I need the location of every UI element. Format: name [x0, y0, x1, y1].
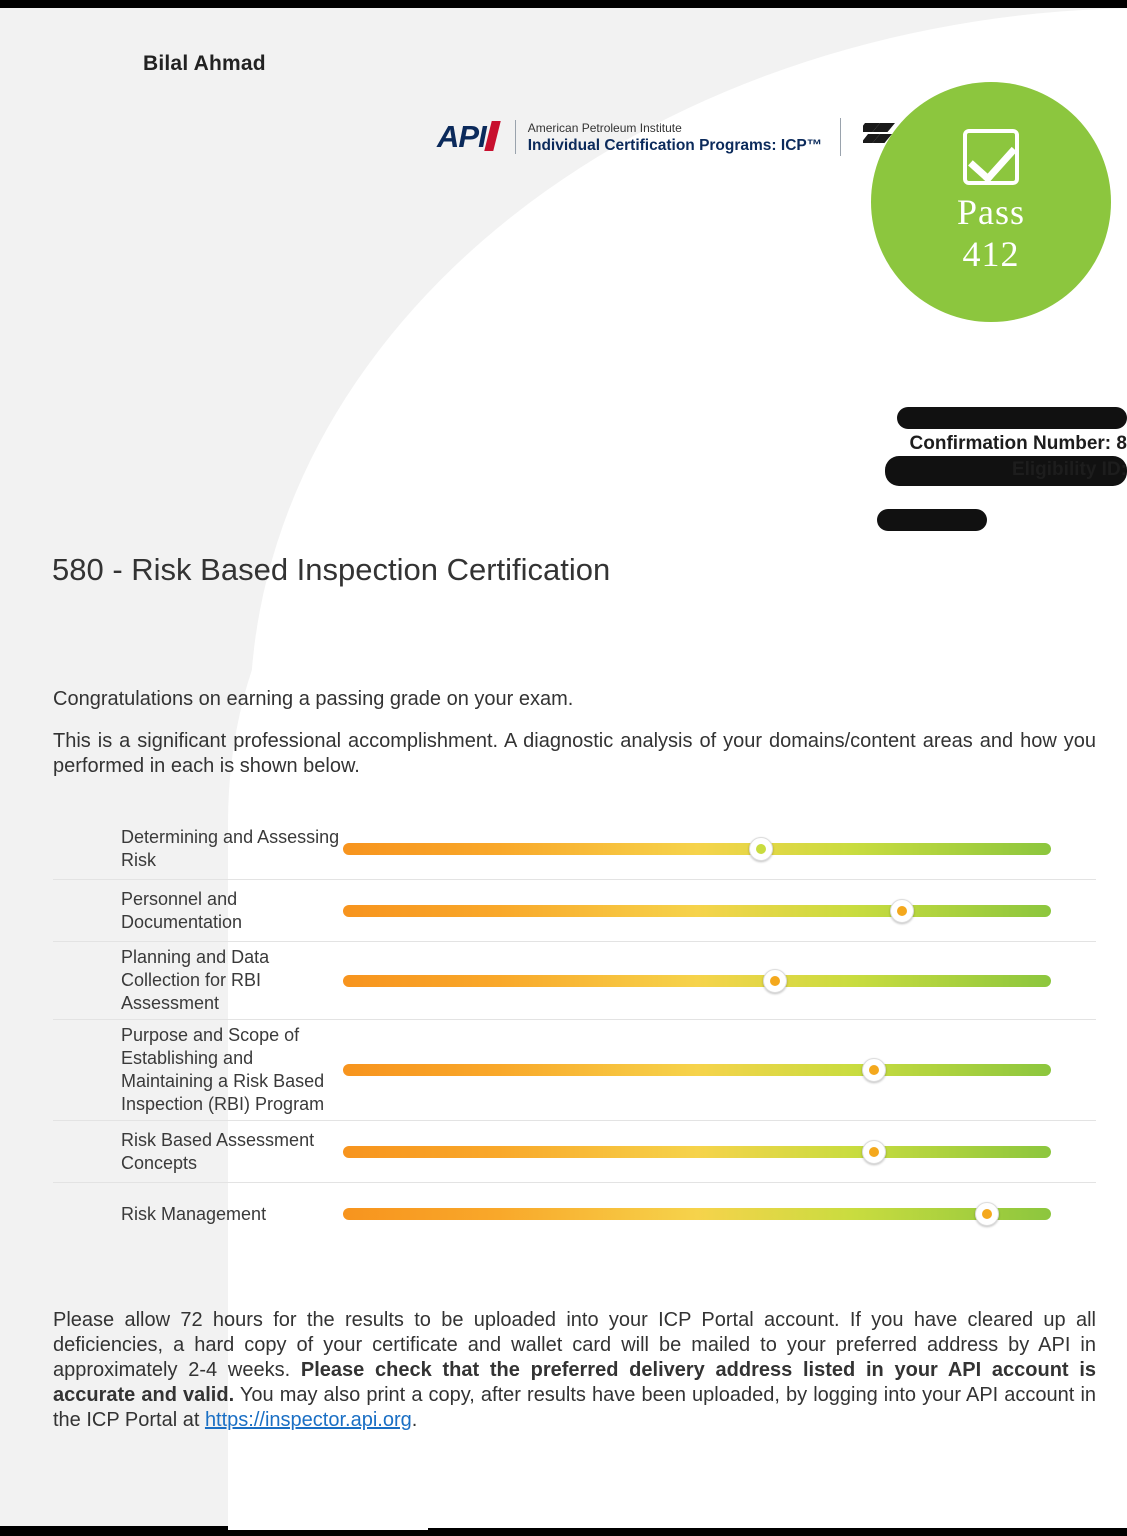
- meter-marker: [749, 837, 773, 861]
- domain-performance-table: [53, 818, 1096, 1245]
- footer-part-3: .: [411, 1409, 418, 1431]
- redaction-mark: [897, 407, 1127, 429]
- meter-track: [343, 1208, 1051, 1220]
- meter-track: [343, 1064, 1051, 1076]
- table-row: [53, 880, 1096, 942]
- api-wordmark: [437, 119, 503, 155]
- domain-label: Planning and Data Collection for RBI Assessment: [121, 947, 270, 1013]
- domain-meter: [343, 900, 1051, 922]
- table-row: [53, 818, 1096, 880]
- domain-label: Risk Based Assessment Concepts: [121, 1129, 315, 1173]
- meter-marker: [763, 969, 787, 993]
- eligibility-id-row: [0, 457, 1127, 483]
- api-wordmark-text: API: [437, 119, 486, 154]
- domain-label: Purpose and Scope of Establishing and Maintaining a Risk Based Inspection (RBI) Program: [121, 1025, 325, 1114]
- api-institute-label: American Petroleum Institute: [527, 120, 682, 135]
- check-box-icon: [963, 129, 1019, 185]
- api-logo: [437, 118, 897, 156]
- domain-meter: [343, 970, 1051, 992]
- logo-divider: [515, 120, 516, 154]
- icp-portal-link[interactable]: https://inspector.api.org: [204, 1409, 412, 1431]
- domain-meter: [343, 1141, 1051, 1163]
- confirmation-number-label: Confirmation Number:: [909, 433, 1112, 454]
- meter-marker: [862, 1140, 886, 1164]
- meter-marker: [862, 1058, 886, 1082]
- footer-bold: Please check that the preferred delivery address listed in your API account is accurate and valid.: [53, 1359, 1096, 1406]
- meter-track: [343, 843, 1051, 855]
- table-row: [53, 1183, 1096, 1245]
- confirmation-number-row: [0, 431, 1127, 457]
- pass-score-value: 412: [962, 234, 1020, 274]
- intro-text: This is a significant professional accomplishment. A diagnostic analysis of your domains/content areas and how you performed in each is shown below.: [53, 730, 1096, 777]
- domain-meter: [343, 838, 1051, 860]
- domain-label: Risk Management: [121, 1203, 267, 1224]
- meter-marker: [975, 1202, 999, 1226]
- status-badge: [871, 82, 1111, 322]
- top-black-bar: [0, 0, 1127, 8]
- logo-divider-2: [840, 118, 841, 156]
- test-date-row: [0, 405, 1127, 431]
- redaction-mark: [877, 509, 987, 531]
- domain-meter: [343, 1059, 1051, 1081]
- meter-marker: [890, 899, 914, 923]
- domain-meter: [343, 1203, 1051, 1225]
- table-row: [53, 942, 1096, 1020]
- footer-part-2: You may also print a copy, after results have been uploaded, by logging into your API account in the ICP Portal at: [53, 1384, 1097, 1431]
- meter-track: [343, 975, 1051, 987]
- footer-part-1: Please allow 72 hours for the results to be uploaded into your ICP Portal account. If you have cleared up all deficiencies, a hard copy of your certificate and wallet card will be mailed to your preferred address by API in approximately 2-4 weeks.: [53, 1309, 1096, 1381]
- api-program-label: Individual Certification Programs: ICP™: [527, 136, 823, 154]
- exam-info-block: [0, 405, 1127, 483]
- footer-note: [53, 1308, 1096, 1433]
- api-red-slash-icon: [484, 121, 500, 151]
- domain-label: Personnel and Documentation: [121, 888, 243, 932]
- page-title: 580 - Risk Based Inspection Certification: [52, 552, 611, 587]
- congratulations-text: Congratulations on earning a passing grade on your exam.: [53, 688, 574, 710]
- meter-track: [343, 905, 1051, 917]
- confirmation-number-value: 8: [1116, 433, 1127, 454]
- meter-track: [343, 1146, 1051, 1158]
- candidate-name: Bilal Ahmad: [143, 52, 266, 75]
- domain-label: Determining and Assessing Risk: [121, 826, 340, 870]
- table-row: [53, 1020, 1096, 1121]
- table-row: [53, 1121, 1096, 1183]
- eligibility-id-label: Eligibility ID:: [1011, 459, 1127, 480]
- pass-status-label: Pass: [956, 192, 1026, 232]
